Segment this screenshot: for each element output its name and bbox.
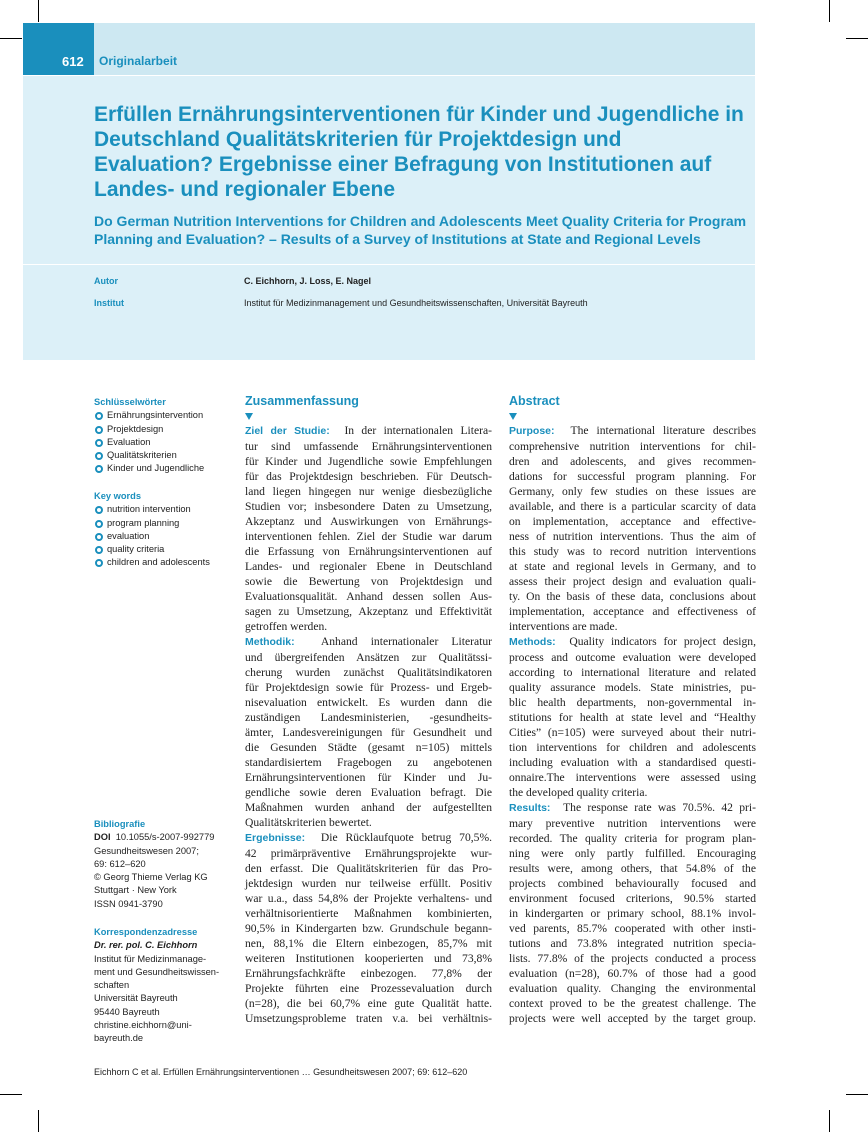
bullet-icon: [95, 439, 103, 447]
text-line: interventions are made.: [509, 620, 618, 633]
text-line: environment focused criterions, 90.5% started: [509, 892, 756, 905]
text-line: sagen zu Umsetzung, Akzeptanz und Effektivität: [245, 605, 492, 618]
institute-value: Institut für Medizinmanagement und Gesundheitswissenschaften, Universität Bayreuth: [244, 298, 588, 308]
contact-line: 95440 Bayreuth: [94, 1006, 160, 1017]
text-line: die Gesunden Städte (gesamt n=105) mittels: [245, 741, 492, 754]
text-line: stitutions for health at state level and “Healthy: [509, 711, 756, 724]
bullet-icon: [95, 465, 103, 473]
text-line: this study was to record nutrition interventions: [509, 545, 756, 558]
bullet-icon: [95, 412, 103, 420]
text-line: at state and regional levels in Germany, and to: [509, 560, 756, 573]
text-line: Methods: Quality indicators for project design,: [509, 635, 756, 648]
section-keyword: Methods:: [509, 636, 570, 648]
text-line: für Kinder und Jugendliche sowie Empfehlungen: [245, 455, 492, 468]
triangle-icon: [509, 413, 517, 420]
text-line: ved parents, 85.7% cooperated with other insti-: [509, 922, 756, 935]
keyword-item: Kinder und Jugendliche: [94, 462, 234, 475]
text-line: Ziel der Studie: In der internationalen Litera-: [245, 424, 492, 437]
text-line: Qualitätskriterien bewertet.: [245, 816, 372, 829]
text-line: mary preventive nutrition interventions were: [509, 817, 756, 830]
doi-line: DOI 10.1055/s-2007-992779: [94, 832, 215, 843]
bullet-icon: [95, 452, 103, 460]
text-line: projects were well accepted by the target group.: [509, 1012, 756, 1025]
crop-mark: [846, 38, 868, 39]
text-line: Studien vor; insbesondere Daten zu Umsetzung,: [245, 500, 492, 513]
author-value: C. Eichhorn, J. Loss, E. Nagel: [244, 276, 372, 286]
biblio-line: Stuttgart · New York: [94, 885, 177, 896]
text-line: nen, 88,1% die Eltern einbezogen, 85,7% mit: [245, 937, 492, 950]
keyword-item: nutrition intervention: [94, 503, 234, 516]
section-keyword: Purpose:: [509, 425, 571, 437]
text-line: on implementation, acceptance and effective-: [509, 515, 756, 528]
text-line: Maßnahmen wurden anhand der aufgestellten: [245, 801, 492, 814]
text-line: Akzeptanz und Auswirkungen von Ernährungs-: [245, 515, 492, 528]
text-line: quality assurance models. State ministries, pu-: [509, 681, 756, 694]
text-line: weiteren Institutionen kooperierten und 73,8%: [245, 952, 492, 965]
keywords-de-title: Schlüsselwörter: [94, 397, 166, 407]
bullet-icon: [95, 559, 103, 567]
text-line: die Erfassung von Ernährungsinterventionen auf: [245, 545, 492, 558]
text-line: tutions and 73.8% integrated nutrition specia-: [509, 937, 756, 950]
text-line: den erfasst. Die Qualitätskriterien für das Pro-: [245, 862, 492, 875]
crop-mark: [846, 1094, 868, 1095]
contact-line: Universität Bayreuth: [94, 993, 178, 1004]
author-label: Autor: [94, 276, 118, 286]
text-line: Evaluationsqualität. Anhand dessen sollen Aus-: [245, 590, 492, 603]
abstract-text: [509, 423, 756, 1026]
text-line: Umsetzungsprobleme traten v.a. bei verhältnis-: [245, 1012, 492, 1025]
bullet-icon: [95, 533, 103, 541]
divider: [23, 264, 755, 265]
crop-mark: [38, 0, 39, 22]
keywords-en-block: [94, 490, 234, 570]
bullet-icon: [95, 520, 103, 528]
bibliography-block: [94, 818, 234, 911]
text-line: land liegen hingegen nur wenige diesbezügliche: [245, 485, 492, 498]
text-line: blic health departments, non-governmental in-: [509, 696, 756, 709]
keyword-item: evaluation: [94, 530, 234, 543]
zusammenfassung-text: [245, 423, 492, 1026]
keyword-item: program planning: [94, 517, 234, 530]
contact-title: Korrespondenzadresse: [94, 927, 198, 937]
text-line: Ernährungsinterventionen für Kinder und Ju-: [245, 771, 492, 784]
keyword-item: Qualitätskriterien: [94, 449, 234, 462]
crop-mark: [0, 38, 22, 39]
text-line: Projekte führten eine Prozessevaluation durch: [245, 982, 492, 995]
bullet-icon: [95, 426, 103, 434]
text-line: interventionen fehlen. Ziel der Studie war darum: [245, 530, 492, 543]
text-line: und übergreifenden Ansätzen zur Qualitätssi-: [245, 651, 492, 664]
biblio-line: © Georg Thieme Verlag KG: [94, 872, 208, 883]
crop-mark: [829, 1110, 830, 1132]
text-line: implementation, acceptance and effectiveness of: [509, 605, 756, 618]
text-line: lists. 77.8% of the projects conducted a process: [509, 952, 756, 965]
text-line: nisevaluation entwickelt. Es wurden dann die: [245, 696, 492, 709]
bullet-icon: [95, 506, 103, 514]
text-line: dations for successful program planning. For: [509, 470, 756, 483]
text-line: onnaire.The interventions were assessed using: [509, 771, 756, 784]
text-line: recorded. The quality criteria for program plan-: [509, 832, 756, 845]
biblio-line: Gesundheitswesen 2007;: [94, 845, 199, 856]
text-line: gendliche sowie deren Evaluation befragt. Die: [245, 786, 492, 799]
text-line: process and outcome evaluation were developed: [509, 651, 756, 664]
text-line: ning were only partly fulfilled. Encouraging: [509, 847, 756, 860]
text-line: (n=28), die bei 60,7% eine gute Qualität hatte.: [245, 997, 492, 1010]
keywords-en-title: Key words: [94, 491, 142, 501]
text-line: context proved to be the greatest challenge. The: [509, 997, 756, 1010]
keyword-item: children and adolescents: [94, 556, 234, 569]
text-line: sowie die Bewertung von Projektdesign und: [245, 575, 492, 588]
text-line: cherung wurden zunächst Qualitätsindikatoren: [245, 666, 492, 679]
bibliography-title: Bibliografie: [94, 819, 146, 829]
keywords-de-block: [94, 396, 234, 476]
contact-line: schaften: [94, 980, 130, 991]
text-line: für das Projektdesign beschrieben. Für Deutsch-: [245, 470, 492, 483]
section-keyword: Results:: [509, 802, 564, 814]
zusammenfassung-heading: Zusammenfassung: [245, 394, 359, 408]
text-line: Methodik: Anhand internationaler Literatur: [245, 635, 492, 648]
text-line: 90,5% in Kindergarten bzw. Grundschule begann-: [245, 922, 492, 935]
text-line: available, and there is a particular scarcity of data: [509, 500, 756, 513]
text-line: Germany, only few studies on these issues are: [509, 485, 756, 498]
text-line: comprehensive nutrition interventions for chil-: [509, 440, 756, 453]
keyword-item: quality criteria: [94, 543, 234, 556]
abstract-heading: Abstract: [509, 394, 560, 408]
text-line: the developed quality criteria.: [509, 786, 648, 799]
footer-citation: Eichhorn C et al. Erfüllen Ernährungsinterventionen … Gesundheitswesen 2007; 69: 612–620: [94, 1067, 468, 1077]
text-line: getroffen werden.: [245, 620, 328, 633]
text-line: ämter, Landesvereinigungen für Gesundheit und: [245, 726, 492, 739]
text-line: zuständigen Landesministerien, -gesundheits-: [245, 711, 492, 724]
institute-label: Institut: [94, 298, 124, 308]
text-line: jektdesign wurden nur teilweise erfüllt. Positiv: [245, 877, 492, 890]
biblio-line: ISSN 0941-3790: [94, 898, 163, 909]
text-line: results were, among others, that 54.8% of the: [509, 862, 756, 875]
contact-name: Dr. rer. pol. C. Eichhorn: [94, 940, 198, 951]
text-line: Results: The response rate was 70.5%. 42 pri-: [509, 801, 756, 814]
text-line: für Projektdesign sowie für Prozess- und Ergeb-: [245, 681, 492, 694]
section-label: Originalarbeit: [99, 54, 178, 68]
bullet-icon: [95, 546, 103, 554]
text-line: dren and adolescents, and gives recommen-: [509, 455, 756, 468]
text-line: ty. On the basis of these data, conclusions about: [509, 590, 756, 603]
title-german: Erfüllen Ernährungsinterventionen für Kinder und Jugendliche in Deutschland Qualitätskriterien für Projektdesign und Evaluation? Ergebnisse einer Befragung von Institutionen auf Landes- und regionaler Ebene: [94, 103, 744, 201]
crop-mark: [38, 1110, 39, 1132]
text-line: projects combined behaviourally focused and: [509, 877, 756, 890]
title-english: Do German Nutrition Interventions for Children and Adolescents Meet Quality Criteria for Program Planning and Evaluation? – Results of a Survey of Institutions at State and Regional Levels: [94, 213, 747, 247]
text-line: Landes- und regionaler Ebene in Deutschland: [245, 560, 492, 573]
section-keyword: Ziel der Studie:: [245, 425, 345, 437]
text-line: 42 primärpräventive Ernährungsprojekte wur-: [245, 847, 492, 860]
text-line: tion interventions for children and adolescents: [509, 741, 756, 754]
keyword-item: Projektdesign: [94, 423, 234, 436]
text-line: war u.a., dass 54,8% der Projekte verhaltens- und: [245, 892, 492, 905]
text-line: including evaluation with a standardised questi-: [509, 756, 756, 769]
contact-line: ment und Gesundheitswissen-: [94, 966, 220, 977]
text-line: standardisiertem Fragebogen zu angebotenen: [245, 756, 492, 769]
contact-block: [94, 926, 234, 1046]
crop-mark: [0, 1094, 22, 1095]
text-line: assess their project design and evaluation quali-: [509, 575, 756, 588]
text-line: according to international literature and related: [509, 666, 756, 679]
text-line: verhältnisorientierte Maßnahmen kombinierten,: [245, 907, 492, 920]
crop-mark: [829, 0, 830, 22]
contact-line: Institut für Medizinmanage-: [94, 953, 207, 964]
text-line: Ernährungsfachkräfte einbezogen. 77,8% der: [245, 967, 492, 980]
text-line: tur sind umfassende Ernährungsinterventionen: [245, 440, 492, 453]
page-number: 612: [23, 23, 94, 75]
contact-line: bayreuth.de: [94, 1033, 144, 1044]
biblio-line: 69: 612–620: [94, 858, 146, 869]
keyword-item: Evaluation: [94, 436, 234, 449]
text-line: Cities” (n=105) were surveyed about their nutri-: [509, 726, 756, 739]
text-line: ness of nutrition interventions. Thus the aim of: [509, 530, 756, 543]
text-line: in kindergarten or primary school, 88.1% invol-: [509, 907, 756, 920]
keyword-item: Ernährungsintervention: [94, 409, 234, 422]
triangle-icon: [245, 413, 253, 420]
text-line: Ergebnisse: Die Rücklaufquote betrug 70,5%.: [245, 831, 492, 844]
text-line: Purpose: The international literature describes: [509, 424, 757, 437]
text-line: evaluation quality. Changing the environmental: [509, 982, 756, 995]
text-line: evaluation (n=28), 60.7% of those had a good: [509, 967, 756, 980]
section-keyword: Methodik:: [245, 636, 321, 648]
contact-line: christine.eichhorn@uni-: [94, 1020, 192, 1031]
section-keyword: Ergebnisse:: [245, 832, 321, 844]
